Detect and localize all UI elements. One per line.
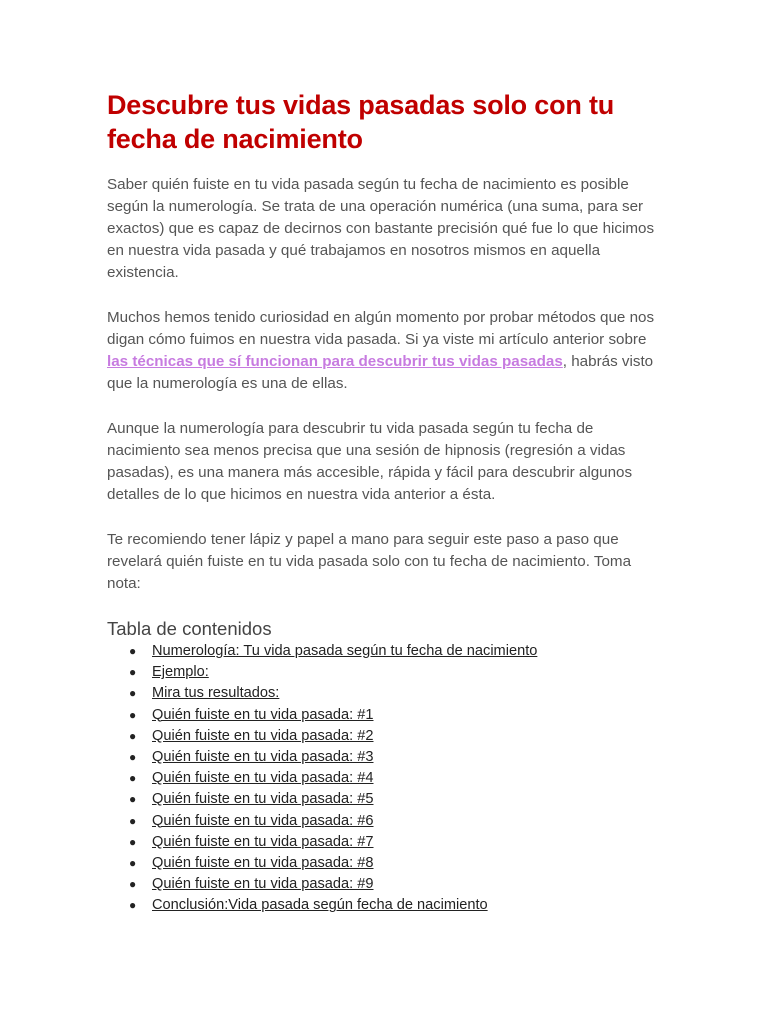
bullet-icon: ● (129, 728, 137, 743)
toc-item (107, 832, 667, 853)
article-title: Descubre tus vidas pasadas solo con tu fecha de nacimiento (107, 90, 615, 154)
toc-link-resultados[interactable]: Mira tus resultados: (152, 685, 280, 702)
toc-link-numerologia[interactable]: Numerología: Tu vida pasada según tu fecha de nacimiento (152, 643, 538, 659)
toc-link-vida-7[interactable]: Quién fuiste en tu vida pasada: #7 (152, 833, 374, 850)
toc-item (107, 768, 667, 789)
toc-item (107, 662, 667, 683)
curiosity-paragraph-start: Muchos hemos tenido curiosidad en algún momento por probar métodos que nos digan cómo fuimos en nuestra vida pasada. Si ya viste mi artículo anterior sobre (107, 309, 655, 348)
curiosity-paragraph-end: , habrás visto que la numerología es una de ellas. (107, 353, 654, 392)
bullet-icon: ● (129, 686, 137, 701)
bullet-icon: ● (129, 898, 137, 913)
toc-link-vida-6[interactable]: Quién fuiste en tu vida pasada: #6 (152, 812, 374, 829)
toc-item (107, 874, 667, 895)
toc-link-ejemplo[interactable]: Ejemplo: (152, 664, 209, 681)
toc-item (107, 895, 667, 916)
toc-link-vida-8[interactable]: Quién fuiste en tu vida pasada: #8 (152, 855, 374, 872)
toc-item (107, 726, 667, 747)
toc-list (107, 641, 667, 917)
bullet-icon: ● (129, 707, 137, 722)
numerology-paragraph: Aunque la numerología para descubrir tu vida pasada según tu fecha de nacimiento sea menos precisa que una sesión de hipnosis (regresión a vidas pasadas), es una manera más accesible, rápida y fácil para descubrir algunos detalles de lo que hicimos en nuestra vida anterior a ésta. (107, 420, 633, 503)
toc-link-vida-2[interactable]: Quién fuiste en tu vida pasada: #2 (152, 727, 374, 744)
toc-item (107, 853, 667, 874)
bullet-icon: ● (129, 792, 137, 807)
document-page (107, 88, 667, 917)
toc-title: Tabla de contenidos (107, 618, 272, 639)
toc-item (107, 683, 667, 704)
bullet-icon: ● (129, 665, 137, 680)
toc-item (107, 641, 667, 662)
toc-link-vida-4[interactable]: Quién fuiste en tu vida pasada: #4 (152, 770, 374, 787)
toc-link-vida-5[interactable]: Quién fuiste en tu vida pasada: #5 (152, 791, 374, 808)
toc-item (107, 705, 667, 726)
toc-item (107, 747, 667, 768)
intro-paragraph: Saber quién fuiste en tu vida pasada según tu fecha de nacimiento es posible según la numerología. Se trata de una operación numérica (una suma, para ser exactos) que es capaz de decirnos con bastante precisión qué fue lo que hicimos en nuestra vida pasada y qué trabajamos en nosotros mismos en aquella existencia. (107, 176, 655, 281)
bullet-icon: ● (129, 644, 137, 658)
bullet-icon: ● (129, 750, 137, 765)
instructions-paragraph: Te recomiendo tener lápiz y papel a mano para seguir este paso a paso que revelará quién fuiste en tu vida pasada solo con tu fecha de nacimiento. Toma nota: (107, 531, 632, 592)
toc-link-vida-9[interactable]: Quién fuiste en tu vida pasada: #9 (152, 876, 374, 893)
toc-link-vida-3[interactable]: Quién fuiste en tu vida pasada: #3 (152, 749, 374, 766)
bullet-icon: ● (129, 834, 137, 849)
bullet-icon: ● (129, 877, 137, 892)
bullet-icon: ● (129, 856, 137, 871)
curiosity-paragraph (107, 307, 667, 395)
toc-item (107, 789, 667, 810)
past-lives-techniques-link[interactable]: las técnicas que sí funcionan para descubrir tus vidas pasadas (107, 353, 563, 370)
toc-link-vida-1[interactable]: Quién fuiste en tu vida pasada: #1 (152, 706, 374, 723)
toc-link-conclusion[interactable]: Conclusión:Vida pasada según fecha de nacimiento (152, 897, 488, 914)
bullet-icon: ● (129, 771, 137, 786)
bullet-icon: ● (129, 813, 137, 828)
toc-item (107, 811, 667, 832)
